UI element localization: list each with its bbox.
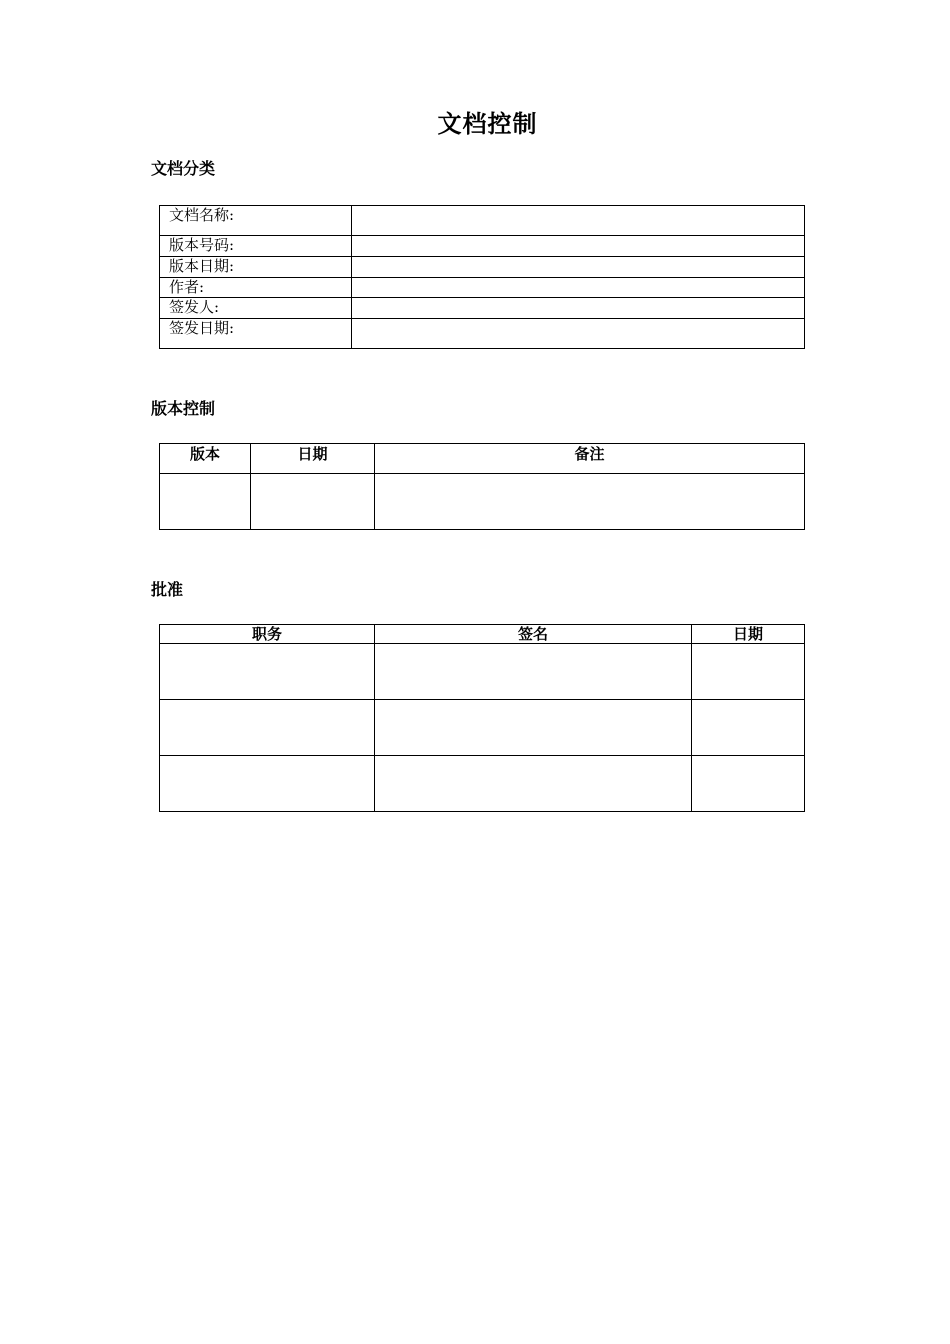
date-cell[interactable] — [692, 700, 805, 756]
signature-cell[interactable] — [375, 644, 692, 700]
signature-cell[interactable] — [375, 756, 692, 812]
page-title: 文档控制 — [437, 110, 538, 138]
column-header: 职务 — [160, 625, 375, 644]
date-cell[interactable] — [692, 756, 805, 812]
column-header: 备注 — [375, 444, 805, 474]
section-heading-version-control: 版本控制 — [151, 399, 216, 418]
field-label: 签发人: — [160, 298, 352, 319]
version-cell[interactable] — [160, 474, 251, 530]
table-row — [160, 474, 805, 530]
field-value[interactable] — [352, 319, 805, 349]
field-label: 签发日期: — [160, 319, 352, 349]
field-value[interactable] — [352, 257, 805, 278]
field-value[interactable] — [352, 206, 805, 236]
field-value[interactable] — [352, 298, 805, 319]
approval-table — [159, 624, 805, 812]
field-value[interactable] — [352, 236, 805, 257]
table-row — [160, 756, 805, 812]
section-heading-approval: 批准 — [151, 580, 184, 599]
date-cell[interactable] — [251, 474, 375, 530]
field-value[interactable] — [352, 278, 805, 298]
table-row — [160, 700, 805, 756]
field-label: 文档名称: — [160, 206, 352, 236]
signature-cell[interactable] — [375, 700, 692, 756]
version-table — [159, 443, 805, 530]
table-row — [160, 644, 805, 700]
column-header: 签名 — [375, 625, 692, 644]
remarks-cell[interactable] — [375, 474, 805, 530]
section-heading-classification: 文档分类 — [151, 159, 216, 178]
column-header: 日期 — [692, 625, 805, 644]
position-cell[interactable] — [160, 644, 375, 700]
position-cell[interactable] — [160, 756, 375, 812]
column-header: 版本 — [160, 444, 251, 474]
position-cell[interactable] — [160, 700, 375, 756]
column-header: 日期 — [251, 444, 375, 474]
field-label: 版本日期: — [160, 257, 352, 278]
classification-table — [159, 205, 805, 349]
field-label: 版本号码: — [160, 236, 352, 257]
field-label: 作者: — [160, 278, 352, 298]
date-cell[interactable] — [692, 644, 805, 700]
